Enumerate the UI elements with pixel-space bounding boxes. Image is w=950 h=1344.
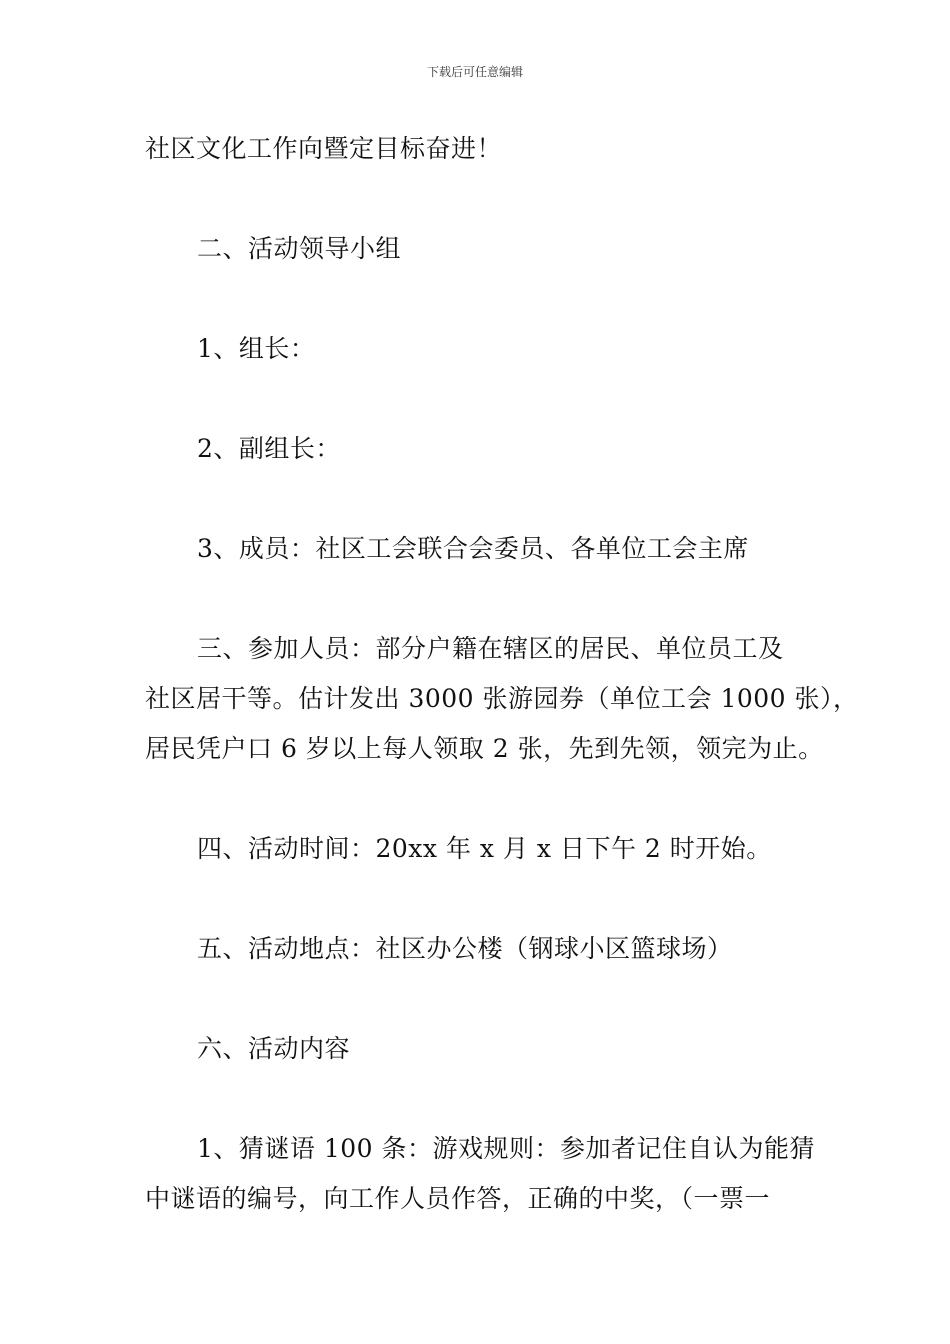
section-heading-activity-content: 六、活动内容 [197, 1034, 351, 1063]
paragraph-gap [145, 874, 815, 924]
page-header-note: 下载后可任意编辑 [426, 65, 523, 79]
list-item-deputy-leader: 2、副组长： [197, 434, 341, 463]
paragraph-gap [145, 474, 815, 524]
paragraph-line: 中谜语的编号，向工作人员作答，正确的中奖，（一票一 [145, 1184, 771, 1213]
paragraph-gap [145, 374, 815, 424]
paragraph-activity-time: 四、活动时间：20xx 年 x 月 x 日下午 2 时开始。 [197, 834, 772, 863]
paragraph-continuation: 社区文化工作向暨定目标奋进！ [145, 134, 503, 163]
section-heading-leadership: 二、活动领导小组 [197, 234, 402, 263]
paragraph-gap [145, 774, 815, 824]
paragraph-activity-location: 五、活动地点：社区办公楼（钢球小区篮球场） [197, 934, 733, 963]
paragraph-riddles [145, 1124, 815, 1224]
paragraph-gap [145, 1074, 815, 1124]
paragraph-gap [145, 974, 815, 1024]
paragraph-gap [145, 274, 815, 324]
paragraph-gap [145, 174, 815, 224]
document-body [145, 124, 859, 1224]
paragraph-participants [145, 624, 859, 774]
paragraph-line: 1、猜谜语 100 条：游戏规则：参加者记住自认为能猜 [197, 1134, 816, 1163]
list-item-members: 3、成员：社区工会联合会委员、各单位工会主席 [197, 534, 749, 563]
paragraph-line: 社区居干等。估计发出 3000 张游园券（单位工会 1000 张）， [145, 684, 859, 713]
paragraph-gap [145, 574, 815, 624]
list-item-leader: 1、组长： [197, 334, 316, 363]
paragraph-line: 三、参加人员：部分户籍在辖区的居民、单位员工及 [197, 634, 784, 663]
paragraph-line: 居民凭户口 6 岁以上每人领取 2 张，先到先领，领完为止。 [145, 734, 824, 763]
